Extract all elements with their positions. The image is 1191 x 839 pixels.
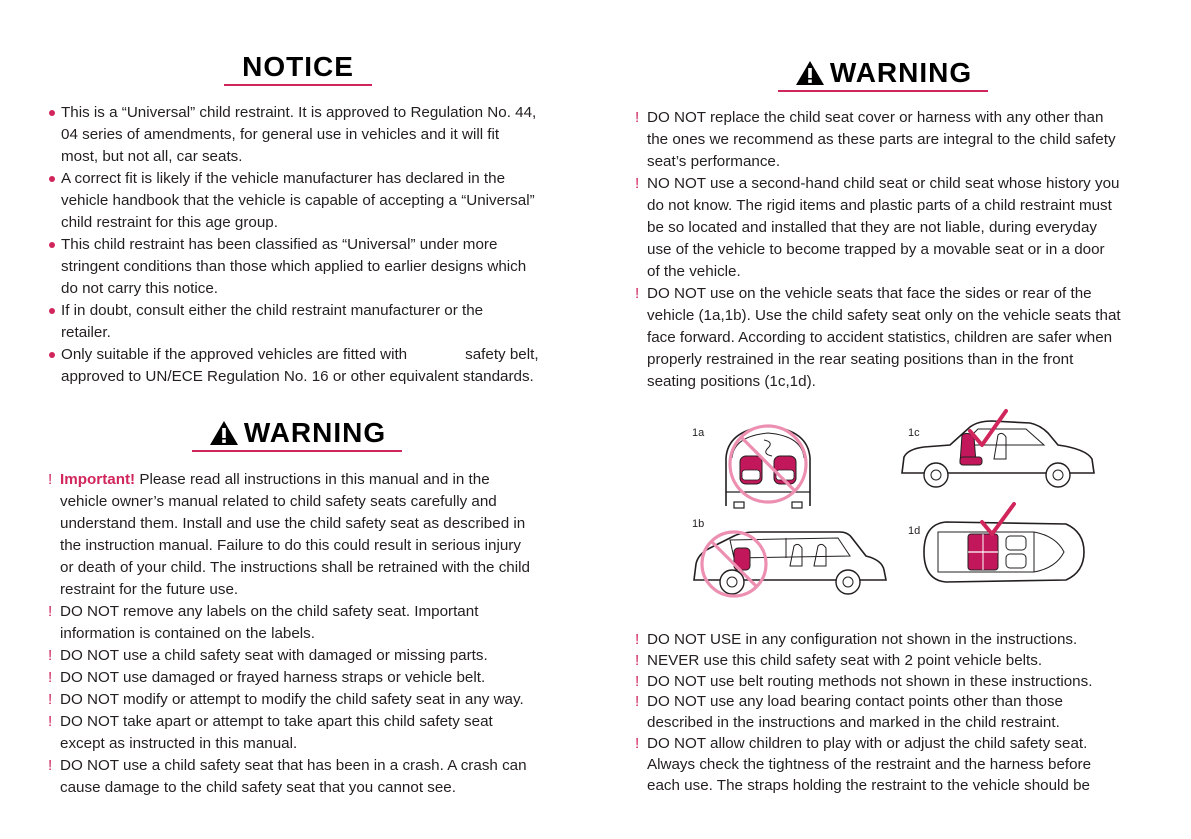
line: do not carry this notice. [61,280,219,297]
line: NEVER use this child safety seat with 2 point vehicle belts. [647,651,1043,669]
notice-item [47,102,592,168]
line: be so located and installed that they are not liable, during everyday [647,219,1098,236]
right-warning-list-top [635,107,1180,393]
exclamation-mark: ! [635,693,640,711]
line: 04 series of amendments, for general use in vehicles and it will fit [61,126,500,143]
checkmark-icon [970,411,1006,445]
line: stringent conditions than those which applied to earlier designs which [61,258,527,275]
line: DO NOT USE in any configuration not shown in the instructions. [647,631,1078,648]
line: restraint for the future use. [60,581,239,598]
line: DO NOT take apart or attempt to take apart this child safety seat [60,713,493,730]
figure-1d-top-view [916,502,1086,602]
left-warning-heading [192,418,402,452]
warning-item [635,283,1180,393]
line: DO NOT use belt routing methods not shown in these instructions. [647,672,1093,690]
line: each use. The straps holding the restraint to the vehicle should be [647,776,1090,794]
figure-1a-rear-seat-view [718,418,818,510]
warning-item [48,601,593,645]
figure-label-1b: 1b [692,518,705,530]
line: most, but not all, car seats. [61,148,243,165]
warning-item [48,689,593,711]
line: information is contained on the labels. [60,625,315,642]
line: face forward. According to accident statistics, children are safer when [647,329,1113,346]
line: vehicle owner’s manual related to child safety seats carefully and [60,493,497,510]
warning-triangle-icon [208,419,240,447]
line: described in the instructions and marked in the child restraint. [647,714,1060,732]
notice-item [47,344,592,388]
line: This is a “Universal” child restraint. It is approved to Regulation No. 44, [61,104,537,121]
warning-item [635,107,1180,173]
notice-title: NOTICE [242,51,354,82]
exclamation-mark: ! [635,175,640,192]
line: vehicle handbook that the vehicle is capable of accepting a “Universal” [61,192,535,209]
line [60,469,593,491]
warning-item [48,645,593,667]
line: seating positions (1c,1d). [647,373,816,390]
warning-item [48,711,593,755]
line: DO NOT use damaged or frayed harness straps or vehicle belt. [60,669,486,686]
exclamation-mark: ! [48,757,53,774]
exclamation-mark: ! [48,471,53,488]
warning-item [48,667,593,689]
exclamation-mark: ! [635,672,640,690]
notice-underline [224,84,372,86]
exclamation-mark: ! [48,669,53,686]
line: seat’s performance. [647,153,781,170]
notice-item [47,168,592,234]
line: understand them. Install and use the child safety seat as described in [60,515,526,532]
exclamation-mark: ! [48,713,53,730]
line: DO NOT modify or attempt to modify the child safety seat in any way. [60,691,524,708]
exclamation-mark: ! [635,651,640,669]
line: the instruction manual. Failure to do this could result in serious injury [60,537,521,554]
line: Always check the tightness of the restraint and the harness before [647,755,1092,773]
line: If in doubt, consult either the child restraint manufacturer or the [61,302,484,319]
left-warning-list [48,469,593,799]
line: cause damage to the child safety seat that you cannot see. [60,779,456,796]
line: DO NOT replace the child seat cover or harness with any other than [647,109,1104,126]
warning-item [635,651,1180,672]
right-warning-heading [778,58,988,92]
notice-list [47,102,592,388]
line: do not know. The rigid items and plastic parts of a child restraint must [647,197,1112,214]
line-part: safety belt, [465,346,539,363]
line: properly restrained in the rear seating positions than in the front [647,351,1074,368]
warning-item [635,630,1180,651]
warning-item [635,672,1180,693]
right-warning-list-bottom [635,630,1180,796]
line [61,344,592,366]
warning-title: WARNING [829,57,973,88]
line: This child restraint has been classified as “Universal” under more [61,236,498,253]
warning-item [635,173,1180,283]
figure-1b-side-facing [690,518,890,604]
line: DO NOT use on the vehicle seats that face the sides or rear of the [647,285,1092,302]
line: DO NOT remove any labels on the child safety seat. Important [60,603,479,620]
line-part: Please read all instructions in this manual and in the [135,471,490,488]
line: DO NOT use a child safety seat that has been in a crash. A crash can [60,757,527,774]
line: or death of your child. The instructions shall be retrained with the child [60,559,530,576]
line: vehicle (1a,1b). Use the child safety seat only on the vehicle seats that [647,307,1121,324]
exclamation-mark: ! [48,603,53,620]
figure-1c-forward-facing [898,405,1098,497]
warning-item [48,469,593,601]
warning-item [635,692,1180,734]
line: use of the vehicle to become trapped by a movable seat or in a door [647,241,1105,258]
important-label: Important! [60,471,136,488]
figure-label-1d: 1d [908,525,921,537]
line: except as instructed in this manual. [60,735,298,752]
line: the ones we recommend as these parts are integral to the child safety [647,131,1116,148]
figure-label-1c: 1c [908,427,920,439]
warning-item [48,755,593,799]
line: retailer. [61,324,111,341]
checkmark-icon [982,504,1014,534]
line: child restraint for this age group. [61,214,278,231]
exclamation-mark: ! [635,734,640,752]
exclamation-mark: ! [635,285,640,302]
line: DO NOT allow children to play with or adjust the child safety seat. [647,734,1088,752]
line: NO NOT use a second-hand child seat or child seat whose history you [647,175,1120,192]
warning-underline [192,450,402,452]
line: approved to UN/ECE Regulation No. 16 or other equivalent standards. [61,368,534,385]
warning-underline [778,90,988,92]
figure-label-1a: 1a [692,427,705,439]
line: DO NOT use a child safety seat with damaged or missing parts. [60,647,488,664]
exclamation-mark: ! [48,691,53,708]
warning-item [635,734,1180,796]
notice-item [47,300,592,344]
line: DO NOT use any load bearing contact points other than those [647,693,1063,711]
line-part: Only suitable if the approved vehicles are fitted with [61,346,408,363]
exclamation-mark: ! [635,631,640,648]
notice-item [47,234,592,300]
line: A correct fit is likely if the vehicle manufacturer has declared in the [61,170,506,187]
notice-heading [224,52,372,86]
warning-title: WARNING [243,417,387,448]
line: of the vehicle. [647,263,741,280]
exclamation-mark: ! [48,647,53,664]
exclamation-mark: ! [635,109,640,126]
warning-triangle-icon [794,59,826,87]
